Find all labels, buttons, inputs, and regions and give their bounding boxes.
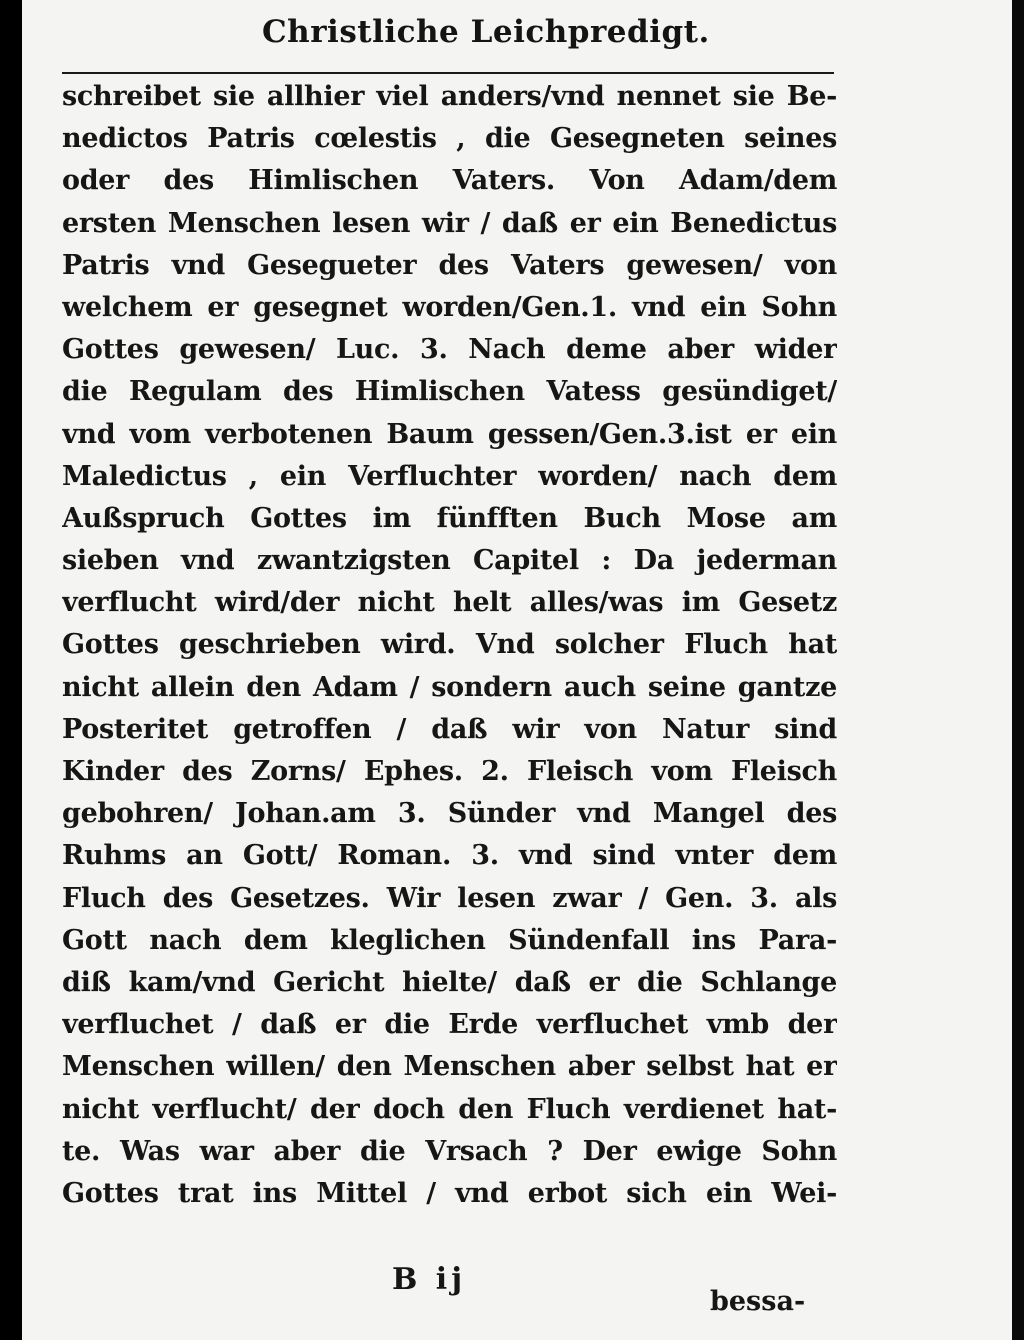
text-line: Ruhms an Gott/ Roman. 3. vnd sind vnter dem: [62, 840, 837, 872]
header-rule: [62, 72, 834, 74]
text-line: Gottes geschrieben wird. Vnd solcher Fluch hat: [62, 629, 837, 661]
text-line: oder des Himlischen Vaters. Von Adam/dem: [62, 165, 837, 197]
text-line: nicht verflucht/ der doch den Fluch verdienet hat-: [62, 1093, 837, 1125]
text-line: schreibet sie allhier viel anders/vnd nennet sie Be-: [62, 81, 837, 112]
text-line: ersten Menschen lesen wir / daß er ein Benedictus: [62, 207, 837, 239]
text-line: te. Was war aber die Vrsach ? Der ewige Sohn: [62, 1135, 837, 1167]
text-line: Posteritet getroffen / daß wir von Natur sind: [62, 713, 837, 745]
text-line: Gottes gewesen/ Luc. 3. Nach deme aber wider: [62, 334, 837, 366]
text-line: diß kam/vnd Gericht hielte/ daß er die Schlange: [62, 966, 837, 998]
text-line: vnd vom verbotenen Baum gessen/Gen.3.ist er ein: [62, 418, 837, 450]
text-line: Gottes trat ins Mittel / vnd erbot sich ein Wei-: [62, 1177, 837, 1209]
text-line: verflucht wird/der nicht helt alles/was im Gesetz: [62, 587, 837, 619]
text-line: Menschen willen/ den Menschen aber selbst hat er: [62, 1051, 837, 1083]
text-line: Außspruch Gottes im fünfften Buch Mose am: [62, 502, 837, 534]
text-line: welchem er gesegnet worden/Gen.1. vnd ein Sohn: [62, 291, 837, 323]
text-line: nedictos Patris cœlestis , die Gesegneten seines: [62, 123, 837, 155]
running-title: Christliche Leichpredigt.: [262, 14, 710, 50]
text-line: nicht allein den Adam / sondern auch seine gantze: [62, 671, 837, 703]
body-text: [62, 76, 837, 1215]
text-line: gebohren/ Johan.am 3. Sünder vnd Mangel des: [62, 798, 837, 830]
text-line: die Regulam des Himlischen Vatess gesündiget/: [62, 376, 837, 408]
text-line: Maledictus , ein Verfluchter worden/ nach dem: [62, 460, 837, 492]
text-line: sieben vnd zwantzigsten Capitel : Da jederman: [62, 545, 837, 577]
text-line: verfluchet / daß er die Erde verfluchet vmb der: [62, 1009, 837, 1041]
catchword: bessa-: [710, 1286, 806, 1317]
text-line: Kinder des Zorns/ Ephes. 2. Fleisch vom Fleisch: [62, 756, 837, 787]
text-line: Patris vnd Gesegueter des Vaters gewesen/ von: [62, 249, 837, 281]
document-page: [22, 0, 1024, 1340]
text-line: Gott nach dem kleglichen Sündenfall ins Para-: [62, 924, 837, 956]
page-edge-shadow: [1012, 0, 1024, 1340]
signature-mark: B ij: [392, 1262, 467, 1297]
text-line: Fluch des Gesetzes. Wir lesen zwar / Gen. 3. als: [62, 882, 837, 914]
